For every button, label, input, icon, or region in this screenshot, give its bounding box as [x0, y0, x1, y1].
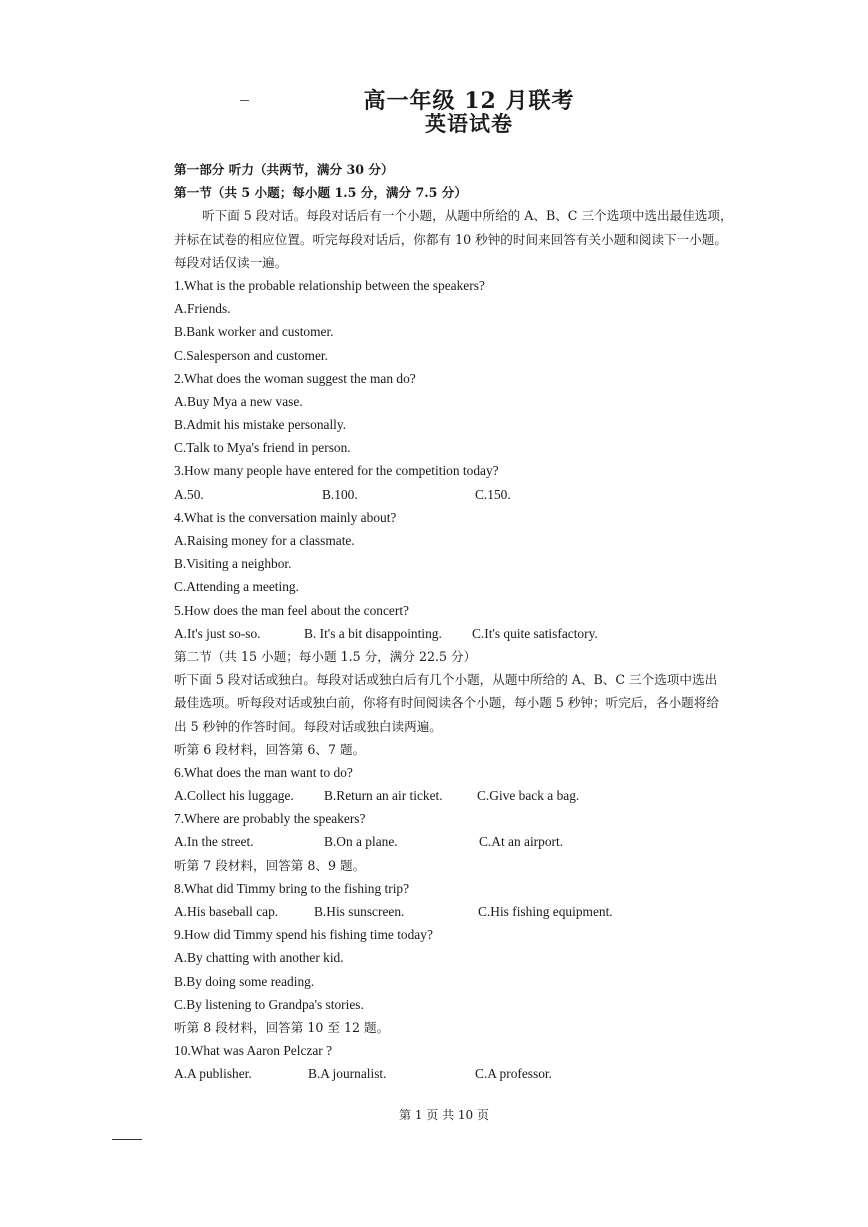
question-2-option-b: B.Admit his mistake personally.	[174, 417, 347, 433]
question-3-options	[174, 483, 774, 506]
exam-body	[174, 158, 774, 1086]
question-8-option-b: B.His sunscreen.	[314, 904, 405, 919]
question-9-option-c: C.By listening to Grandpa's stories.	[174, 996, 364, 1012]
question-8: 8.What did Timmy bring to the fishing trip?	[174, 880, 410, 896]
section1-heading: 第一节（共 5 小题；每小题 1.5 分，满分 7.5 分）	[174, 185, 467, 201]
question-3-option-a: A.50.	[174, 486, 204, 502]
question-7-option-b: B.On a plane.	[324, 834, 398, 850]
question-8-options	[174, 900, 774, 923]
question-5-option-c: C.It's quite satisfactory.	[472, 625, 598, 641]
margin-rule	[112, 1139, 142, 1140]
question-7-options	[174, 830, 774, 853]
question-10-option-a: A.A publisher.	[174, 1066, 252, 1082]
question-3-option-c: C.150.	[475, 486, 511, 502]
question-7: 7.Where are probably the speakers?	[174, 811, 366, 827]
question-10: 10.What was Aaron Pelczar ?	[174, 1043, 333, 1059]
question-1: 1.What is the probable relationship between the speakers?	[174, 277, 485, 293]
question-4-option-a: A.Raising money for a classmate.	[174, 533, 355, 548]
question-5: 5.How does the man feel about the concert?	[174, 602, 409, 618]
section2-instruction: 出 5 秒钟的作答时间。每段对话或独白读两遍。	[174, 718, 442, 734]
question-10-option-c: C.A professor.	[475, 1066, 552, 1082]
material-8-note: 听第 8 段材料，回答第 10 至 12 题。	[174, 1019, 390, 1035]
question-6-option-c: C.Give back a bag.	[477, 788, 580, 804]
question-9: 9.How did Timmy spend his fishing time today?	[174, 927, 433, 943]
question-7-option-a: A.In the street.	[174, 834, 254, 850]
question-1-option-a: A.Friends.	[174, 301, 231, 317]
section2-instruction: 听下面 5 段对话或独白。每段对话或独白后有几个小题，从题中所给的 A、B、C 三个选项中选出	[174, 672, 718, 688]
section2-instruction: 最佳选项。听每段对话或独白前，你将有时间阅读各个小题，每小题 5 秒钟；听完后，各小题将给	[174, 695, 719, 711]
page-footer: 第 1 页 共 10 页	[399, 1108, 489, 1122]
question-9-option-b: B.By doing some reading.	[174, 973, 315, 989]
part1-heading: 第一部分 听力（共两节，满分 30 分）	[174, 162, 394, 177]
question-1-option-b: B.Bank worker and customer.	[174, 324, 334, 340]
section1-instruction: 并标在试卷的相应位置。听完每段对话后，你都有 10 秒钟的时间来回答有关小题和阅读下一小题。	[174, 231, 727, 247]
question-5-options	[174, 622, 774, 645]
exam-subject-title: 英语试卷	[425, 111, 513, 136]
question-4: 4.What is the conversation mainly about?	[174, 509, 397, 525]
question-4-option-b: B.Visiting a neighbor.	[174, 556, 292, 572]
question-3: 3.How many people have entered for the competition today?	[174, 463, 499, 479]
question-6: 6.What does the man want to do?	[174, 764, 353, 780]
section1-instruction: 听下面 5 段对话。每段对话后有一个小题，从题中所给的 A、B、C 三个选项中选出最佳选项，	[202, 208, 733, 224]
section1-instruction: 每段对话仅读一遍。	[174, 254, 288, 270]
question-6-option-a: A.Collect his luggage.	[174, 788, 294, 804]
question-7-option-c: C.At an airport.	[479, 834, 564, 850]
question-10-options	[174, 1062, 774, 1085]
question-4-option-c: C.Attending a meeting.	[174, 579, 299, 595]
question-8-option-a: A.His baseball cap.	[174, 904, 279, 919]
question-6-option-b: B.Return an air ticket.	[324, 788, 443, 804]
question-2-option-a: A.Buy Mya a new vase.	[174, 393, 303, 409]
question-5-option-b: B. It's a bit disappointing.	[304, 625, 442, 641]
question-5-option-a: A.It's just so-so.	[174, 625, 261, 641]
question-2: 2.What does the woman suggest the man do?	[174, 370, 416, 386]
exam-title: 高一年级 12 月联考	[363, 88, 575, 114]
material-7-note: 听第 7 段材料，回答第 8、9 题。	[174, 857, 366, 873]
question-2-option-c: C.Talk to Mya's friend in person.	[174, 440, 351, 456]
section2-heading: 第二节（共 15 小题；每小题 1.5 分，满分 22.5 分）	[174, 648, 477, 664]
material-6-note: 听第 6 段材料，回答第 6、7 题。	[174, 741, 366, 757]
question-8-option-c: C.His fishing equipment.	[478, 904, 613, 919]
question-10-option-b: B.A journalist.	[308, 1066, 387, 1082]
question-9-option-a: A.By chatting with another kid.	[174, 950, 344, 966]
question-1-option-c: C.Salesperson and customer.	[174, 347, 328, 363]
question-6-options	[174, 784, 774, 807]
question-3-option-b: B.100.	[322, 486, 358, 502]
